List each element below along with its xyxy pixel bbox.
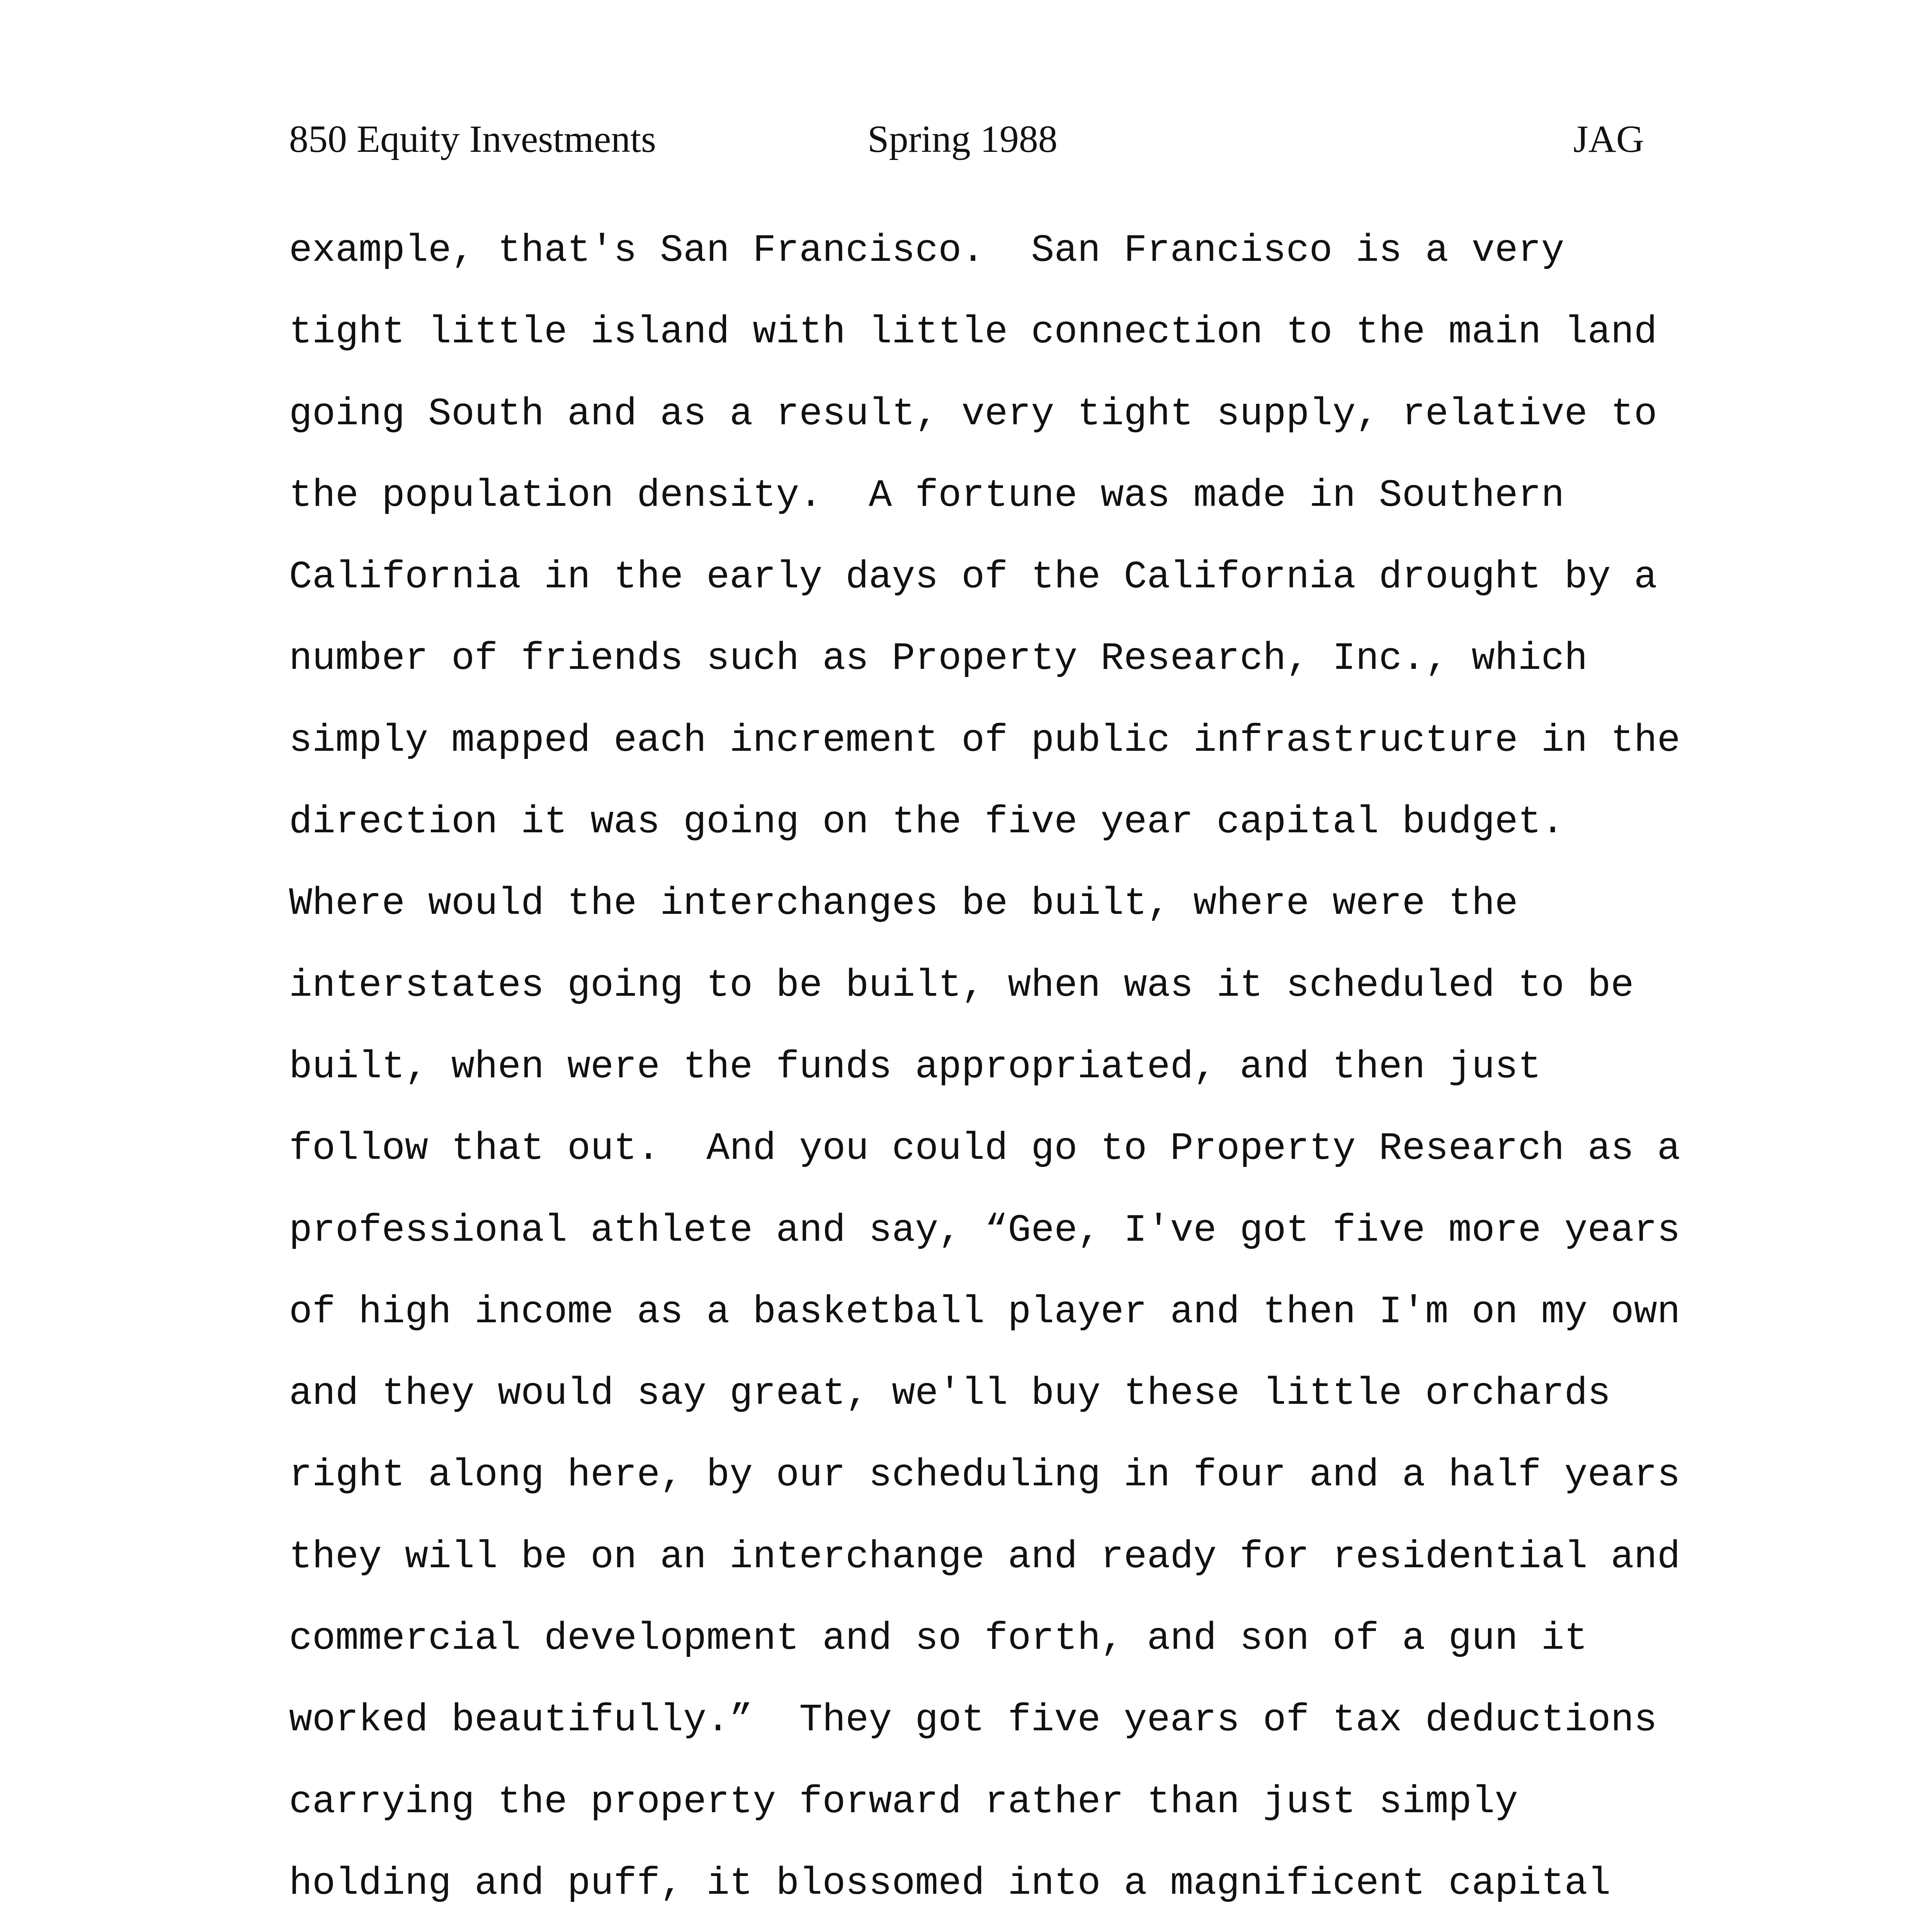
text-line: holding and puff, it blossomed into a magnificent capital	[289, 1862, 1611, 1906]
course-title: 850 Equity Investments	[289, 117, 656, 160]
text-line: commercial development and so forth, and son of a gun it	[289, 1617, 1588, 1661]
text-line: direction it was going on the five year capital budget.	[289, 801, 1565, 845]
text-line: and they would say great, we'll buy these little orchards	[289, 1372, 1611, 1416]
text-line: going South and as a result, very tight supply, relative to	[289, 392, 1657, 436]
text-line: follow that out. And you could go to Property Research as a	[289, 1127, 1680, 1171]
transcript-body	[289, 224, 1699, 1932]
text-line: right along here, by our scheduling in four and a half years	[289, 1454, 1680, 1498]
text-line: of high income as a basketball player and then I'm on my own	[289, 1290, 1680, 1334]
text-line: professional athlete and say, “Gee, I've got five more years	[289, 1209, 1680, 1253]
text-line: carrying the property forward rather than just simply	[289, 1780, 1518, 1824]
text-line: the population density. A fortune was made in Southern	[289, 474, 1565, 518]
page-header	[0, 112, 1932, 166]
text-line: interstates going to be built, when was it scheduled to be	[289, 964, 1634, 1008]
text-line: they will be on an interchange and ready for residential and	[289, 1535, 1680, 1579]
text-line: simply mapped each increment of public infrastructure in the	[289, 719, 1680, 763]
semester-label: Spring 1988	[867, 117, 1058, 160]
text-line: tight little island with little connection to the main land	[289, 311, 1657, 355]
author-initials: JAG	[1573, 117, 1644, 160]
text-line: built, when were the funds appropriated, and then just	[289, 1045, 1541, 1089]
text-line: number of friends such as Property Research, Inc., which	[289, 637, 1588, 681]
text-line: California in the early days of the California drought by a	[289, 556, 1657, 600]
text-line: example, that's San Francisco. San Francisco is a very	[289, 229, 1565, 273]
text-line: Where would the interchanges be built, where were the	[289, 882, 1518, 926]
text-line: worked beautifully.” They got five years of tax deductions	[289, 1699, 1657, 1743]
